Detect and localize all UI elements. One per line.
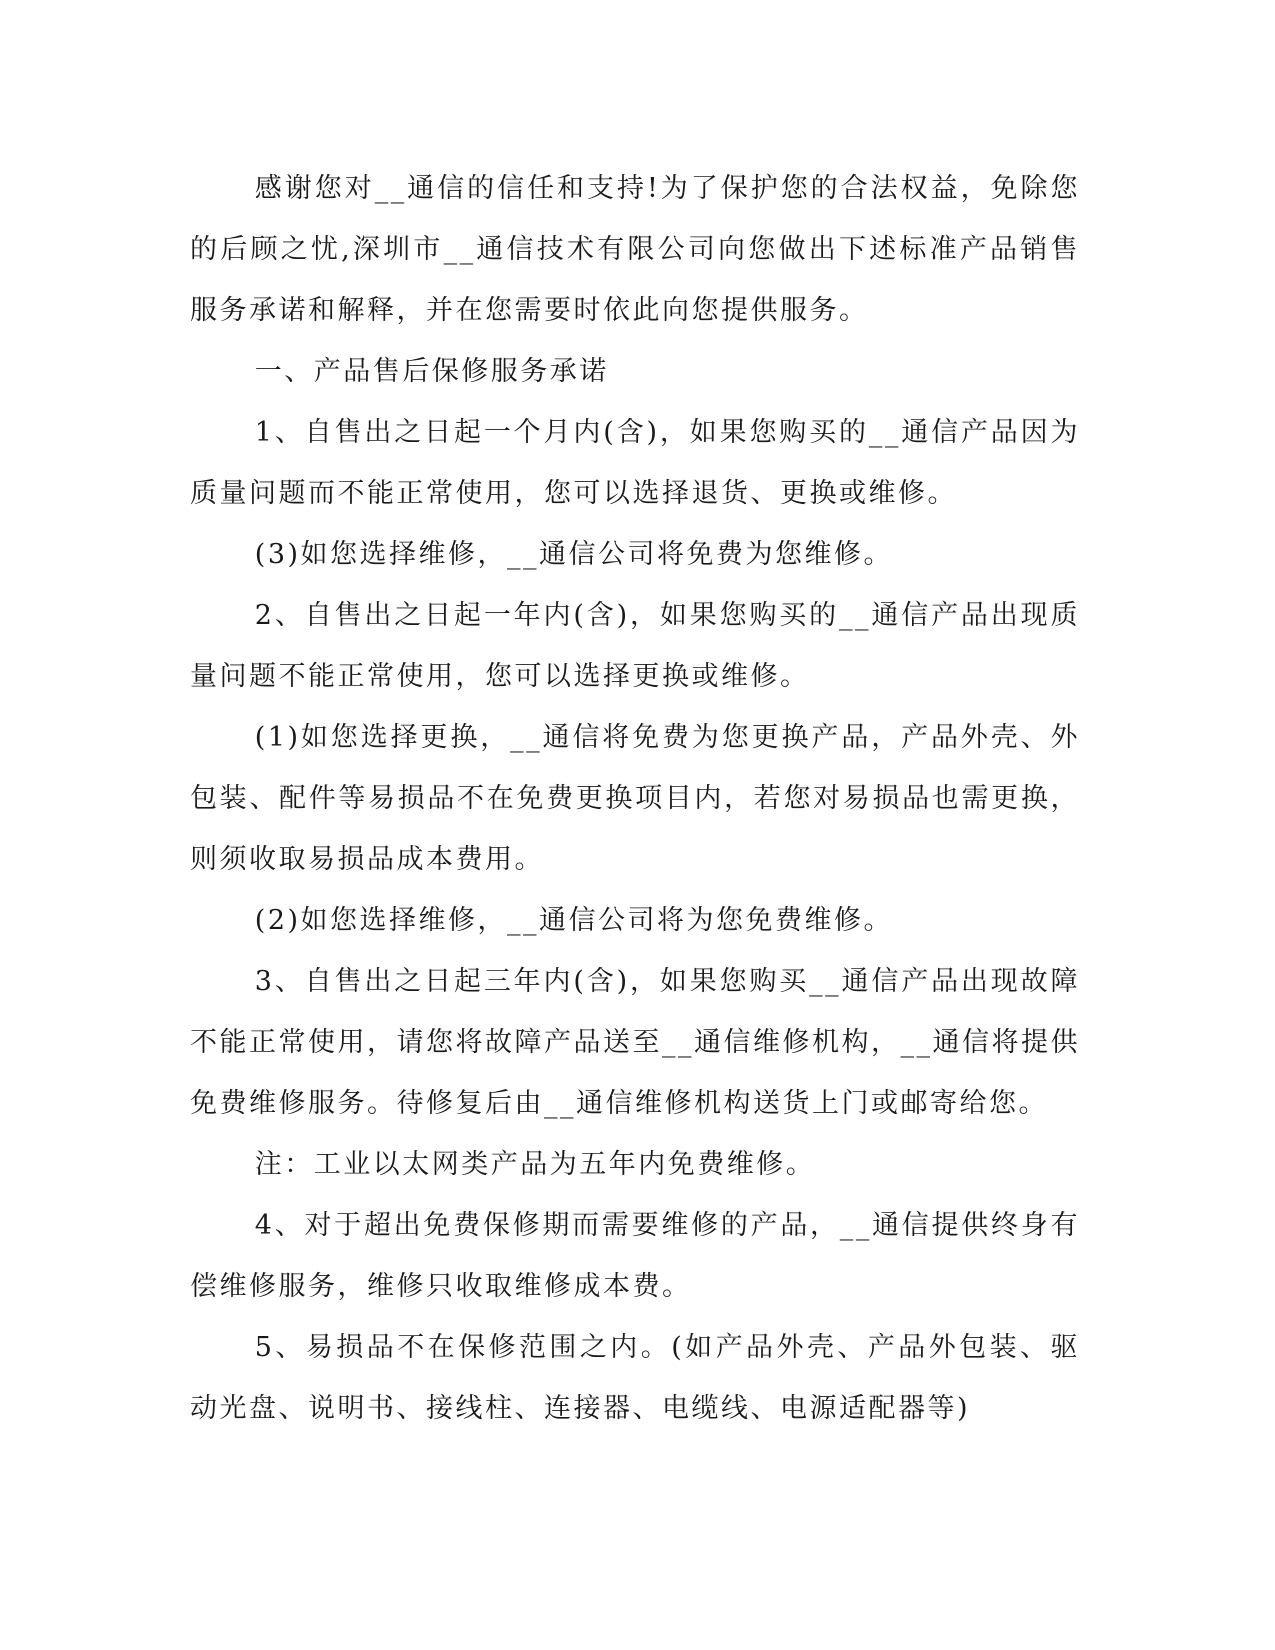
clause-2-sub-1: (1)如您选择更换，__通信将免费为您更换产品，产品外壳、外包装、配件等易损品不在免费更换项目内，若您对易损品也需更换，则须收取易损品成本费用。 xyxy=(190,722,1080,875)
section-heading: 一、产品售后保修服务承诺 xyxy=(254,356,609,387)
clause-5: 5、易损品不在保修范围之内。(如产品外壳、产品外包装、驱动光盘、说明书、接线柱、连接器、电缆线、电源适配器等) xyxy=(190,1332,1080,1424)
clause-3: 3、自售出之日起三年内(含)，如果您购买__通信产品出现故障不能正常使用，请您将故障产品送至__通信维修机构，__通信将提供免费维修服务。待修复后由__通信维修机构送货上门或邮寄给您。 xyxy=(190,966,1080,1119)
document-body xyxy=(190,158,1080,1439)
clause-2: 2、自售出之日起一年内(含)，如果您购买的__通信产品出现质量问题不能正常使用，您可以选择更换或维修。 xyxy=(190,600,1080,692)
clause-2-sub-2: (2)如您选择维修，__通信公司将为您免费维修。 xyxy=(254,905,894,936)
intro-paragraph: 感谢您对__通信的信任和支持!为了保护您的合法权益，免除您的后顾之忧,深圳市__通信技术有限公司向您做出下述标准产品销售服务承诺和解释，并在您需要时依此向您提供服务。 xyxy=(190,173,1080,326)
clause-1-sub-3: (3)如您选择维修，__通信公司将免费为您维修。 xyxy=(254,539,894,570)
clause-4: 4、对于超出免费保修期而需要维修的产品，__通信提供终身有偿维修服务，维修只收取维修成本费。 xyxy=(190,1210,1080,1302)
clause-1: 1、自售出之日起一个月内(含)，如果您购买的__通信产品因为质量问题而不能正常使用，您可以选择退货、更换或维修。 xyxy=(190,417,1080,509)
clause-3-note: 注：工业以太网类产品为五年内免费维修。 xyxy=(254,1149,816,1180)
